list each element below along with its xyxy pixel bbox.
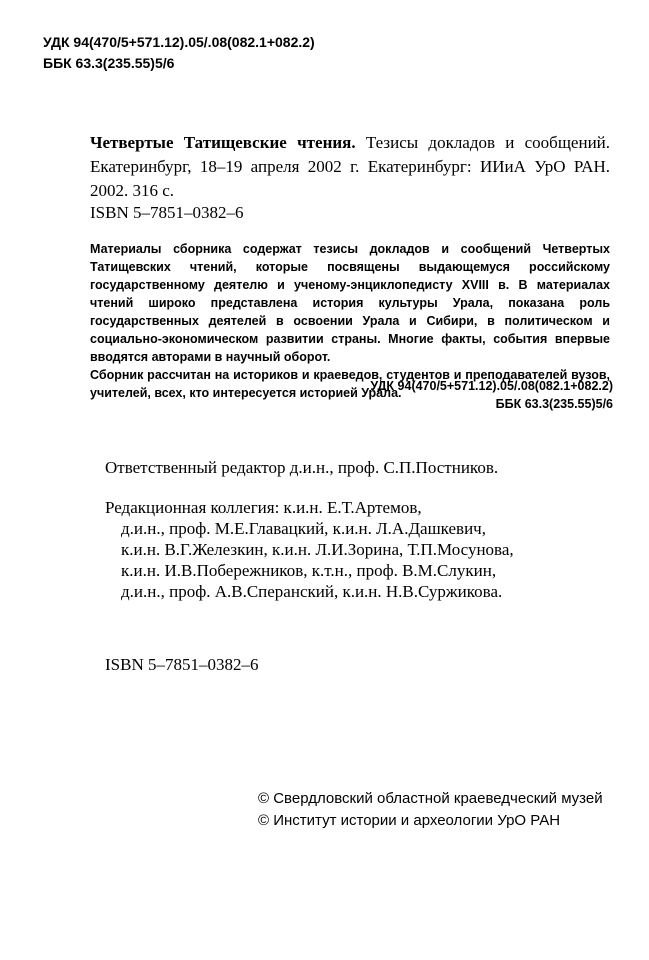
- bibliographic-record: [90, 131, 610, 203]
- udc-code: УДК 94(470/5+571.12).05/.08(082.1+082.2): [43, 34, 315, 50]
- copyright-line: © Свердловский областной краеведческий музей: [258, 790, 603, 807]
- classification-codes-top: [43, 32, 315, 74]
- responsible-editor: Ответственный редактор д.и.н., проф. С.П.Постников.: [105, 458, 499, 477]
- annotation-paragraph: Материалы сборника содержат тезисы докладов и сообщений Четвертых Татищевских чтений, которые посвящены выдающемуся российскому государственному деятелю и ученому-энциклопедисту XVIII в. В материалах чтений широко представлена история культуры Урала, показана роль государственных деятелей в освоении Урала и Сибири, в политическом и социально-экономическом развитии страны. Многие факты, события впервые вводятся авторами в научный оборот.: [90, 242, 610, 364]
- editorial-board: [105, 497, 514, 602]
- classification-codes-bottom: [370, 377, 613, 413]
- udc-code: УДК 94(470/5+571.12).05/.08(082.1+082.2): [370, 379, 613, 393]
- book-description: Тезисы докладов и сообщений. Екатеринбург, 18–19 апреля 2002 г. Екатеринбург: ИИиА УрО РАН. 2002. 316 с.: [90, 133, 611, 200]
- bbk-code: ББК 63.3(235.55)5/6: [495, 397, 613, 411]
- editorial-board-line: к.и.н. В.Г.Железкин, к.и.н. Л.И.Зорина, Т.П.Мосунова,: [121, 540, 514, 559]
- book-title: Четвертые Татищевские чтения.: [90, 133, 356, 152]
- bbk-code: ББК 63.3(235.55)5/6: [43, 55, 175, 71]
- editorial-board-line: д.и.н., проф. А.В.Сперанский, к.и.н. Н.В.Суржикова.: [121, 582, 503, 601]
- editorial-board-line: д.и.н., проф. М.Е.Главацкий, к.и.н. Л.А.Дашкевич,: [121, 519, 486, 538]
- copyright-line: © Институт истории и археологии УрО РАН: [258, 812, 561, 829]
- editorial-board-line: к.и.н. И.В.Побережников, к.т.н., проф. В.М.Слукин,: [121, 561, 497, 580]
- copyright-notices: [258, 788, 603, 832]
- isbn-record: ISBN 5–7851–0382–6: [90, 203, 244, 222]
- isbn-standalone: ISBN 5–7851–0382–6: [105, 655, 259, 674]
- annotation-paragraph: Сборник рассчитан на историков и краеведов, студентов и преподавателей вузов, учителей, всех, кто интересуется историей Урала.: [90, 368, 610, 400]
- editorial-board-line: Редакционная коллегия: к.и.н. Е.Т.Артемов,: [105, 498, 422, 517]
